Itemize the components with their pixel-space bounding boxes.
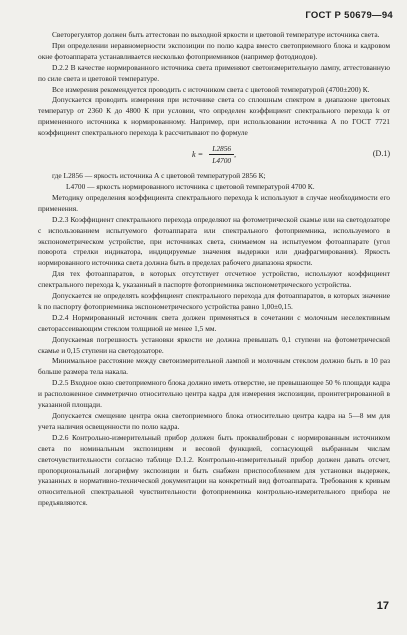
standard-header: ГОСТ Р 50679—94 [305,10,393,21]
paragraph: Минимальное расстояние между светоизмерительной лампой и молочным стеклом должно быть в 10 раз больше размера тела накала. [38,356,390,377]
paragraph: D.2.6 Контрольно-измерительный прибор должен быть проквалиброван с нормированным источником света по номинальным экспозициям и весовой функцией, согласующей выбранным числам светочувствительности согласно таблице D.1.2. Контрольно-измерительный прибор должен давать отсчет, пропорциональный логарифму экспозиции и быть снабжен приспособлением для установки выдержек, указанных в нормативно-технической документации на конкретный вид фотоаппарата. Требования к кривым относительной спектральной чувствительности фотоприемника контрольно-измерительного прибора не предъявляются. [38,432,390,508]
formula-numerator: L2856 [209,144,234,155]
paragraph: Методику определения коэффициента спектрального перехода k используют в случае необходимости его применения. [38,192,390,213]
paragraph: D.2.4 Нормированный источник света должен применяться в сочетании с молочным неселективным светорассеивающим стеклом толщиной не менее 1,5 мм. [38,312,390,333]
formula-lhs: k = [192,149,204,159]
definition-line: где L2856 — яркость источника А с цветовой температурой 2856 К; [52,171,266,181]
paragraph: Допускаемая погрешность установки яркости не должна превышать 0,1 ступени на фотометрической скамье и 0,15 ступени на светодозаторе. [38,334,390,355]
document-body [38,30,390,509]
formula-number: (D.1) [372,149,390,159]
definition-line: L4700 — яркость нормированного источника с цветовой температурой 4700 К. [66,181,315,191]
formula-fraction [209,144,234,166]
paragraph: Допускается смещение центра окна светоприемного блока относительно центра кадра на 5—8 мм для учета наличия освещенности по полю кадра. [38,411,390,431]
paragraph: Все измерения рекомендуется проводить с источником света с цветовой температурой (4700±200) К. [52,84,370,94]
page-number: 17 [376,600,389,612]
paragraph: D.2.5 Входное окно светоприемного блока должно иметь отверстие, не превышающее 50 % площади кадра и расположенное симметрично относительно центра кадра для измерения экспозиции, проинтегрированной в указанной площади. [38,378,390,410]
paragraph: При определении неравномерности экспозиции по полю кадра вместо светоприемного блока и кадровом окне фотоаппарата устанавливается несколько фотоприемников (например фотодиодов). [38,40,390,61]
paragraph: Светорегулятор должен быть аттестован по выходной яркости и цветовой температуре источника света. [52,30,380,39]
paragraph: D.2.3 Коэффициент спектрального перехода определяют на фотометрической скамье или на светодозаторе с использованием испытуемого фотоаппарата или спектрального фотоприемника, используемого в экспонометрическом устройстве, при источниках света, снимаемом на испытуемом фотоаппарате (угол поворота стрелки индикатора, индицируемые значения выдержки или диафрагмирования). Яркость нормированного источника света должна быть в пределах рабочего диапазона яркости. [38,214,390,268]
paragraph: Для тех фотоаппаратов, в которых отсутствует отсчетное устройство, используют коэффициент спектрального перехода k, указанный в паспорте фотоприемника экспонометрического устройства. [38,269,390,290]
paragraph: Допускается не определять коэффициент спектрального перехода для фотоаппаратов, в которых значение k по паспорту фотоприемника экспонометрического устройства равно 1,00±0,15. [38,291,390,311]
paragraph: Допускается проводить измерения при источнике света со сплошным спектром в диапазоне цветовых температур от 2360 К до 4800 К при условии, что определен коэффициент спектрального перехода k от примененного источника к нормированному. Например, при использовании источника А по ГОСТ 7721 коэффициент спектрального перехода k рассчитывают по формуле [38,95,390,138]
formula-d1 [38,140,390,170]
paragraph: D.2.2 В качестве нормированного источника света применяют светоизмерительную лампу, аттестованную по силе света и цветовой температуре. [38,62,390,83]
formula-denominator: L4700 [212,156,232,166]
formula-tail: , [234,149,236,159]
